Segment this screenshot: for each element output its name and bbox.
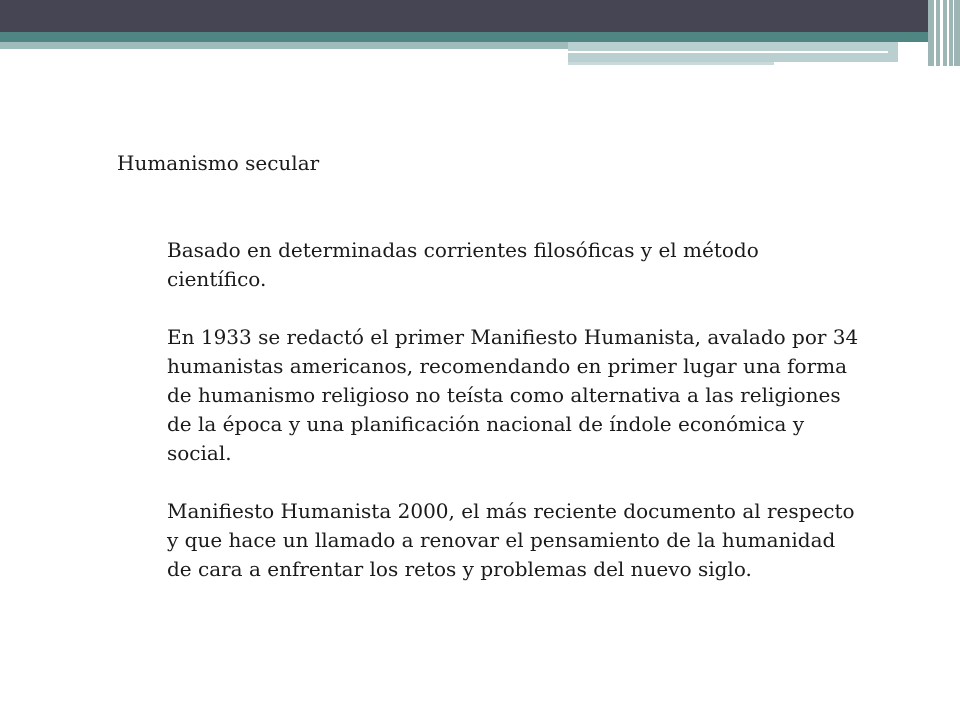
header-light-bar-thin <box>568 62 774 65</box>
paragraph-manifesto-2000: Manifiesto Humanista 2000, el más reciente documento al respecto y que hace un llamado a renovar el pensamiento de la humanidad de cara a enfrentar los retos y problemas del nuevo siglo. <box>167 499 855 581</box>
header-light-bar-left <box>0 42 568 49</box>
header-dark-bar <box>0 0 960 32</box>
paragraph-basis: Basado en determinadas corrientes filosóficas y el método científico. <box>167 238 759 291</box>
paragraph-manifesto-1933: En 1933 se redactó el primer Manifiesto Humanista, avalado por 34 humanistas americanos, recomendando en primer lugar una forma de humanismo religioso no teísta como alternativa a las religiones de la época y una planificación nacional de índole económica y social. <box>167 325 859 465</box>
slide-title: Humanismo secular <box>117 151 320 175</box>
slide-body <box>167 236 903 613</box>
header-right-stripes <box>928 0 960 66</box>
header-teal-bar <box>0 32 960 42</box>
header-white-line <box>568 51 888 53</box>
